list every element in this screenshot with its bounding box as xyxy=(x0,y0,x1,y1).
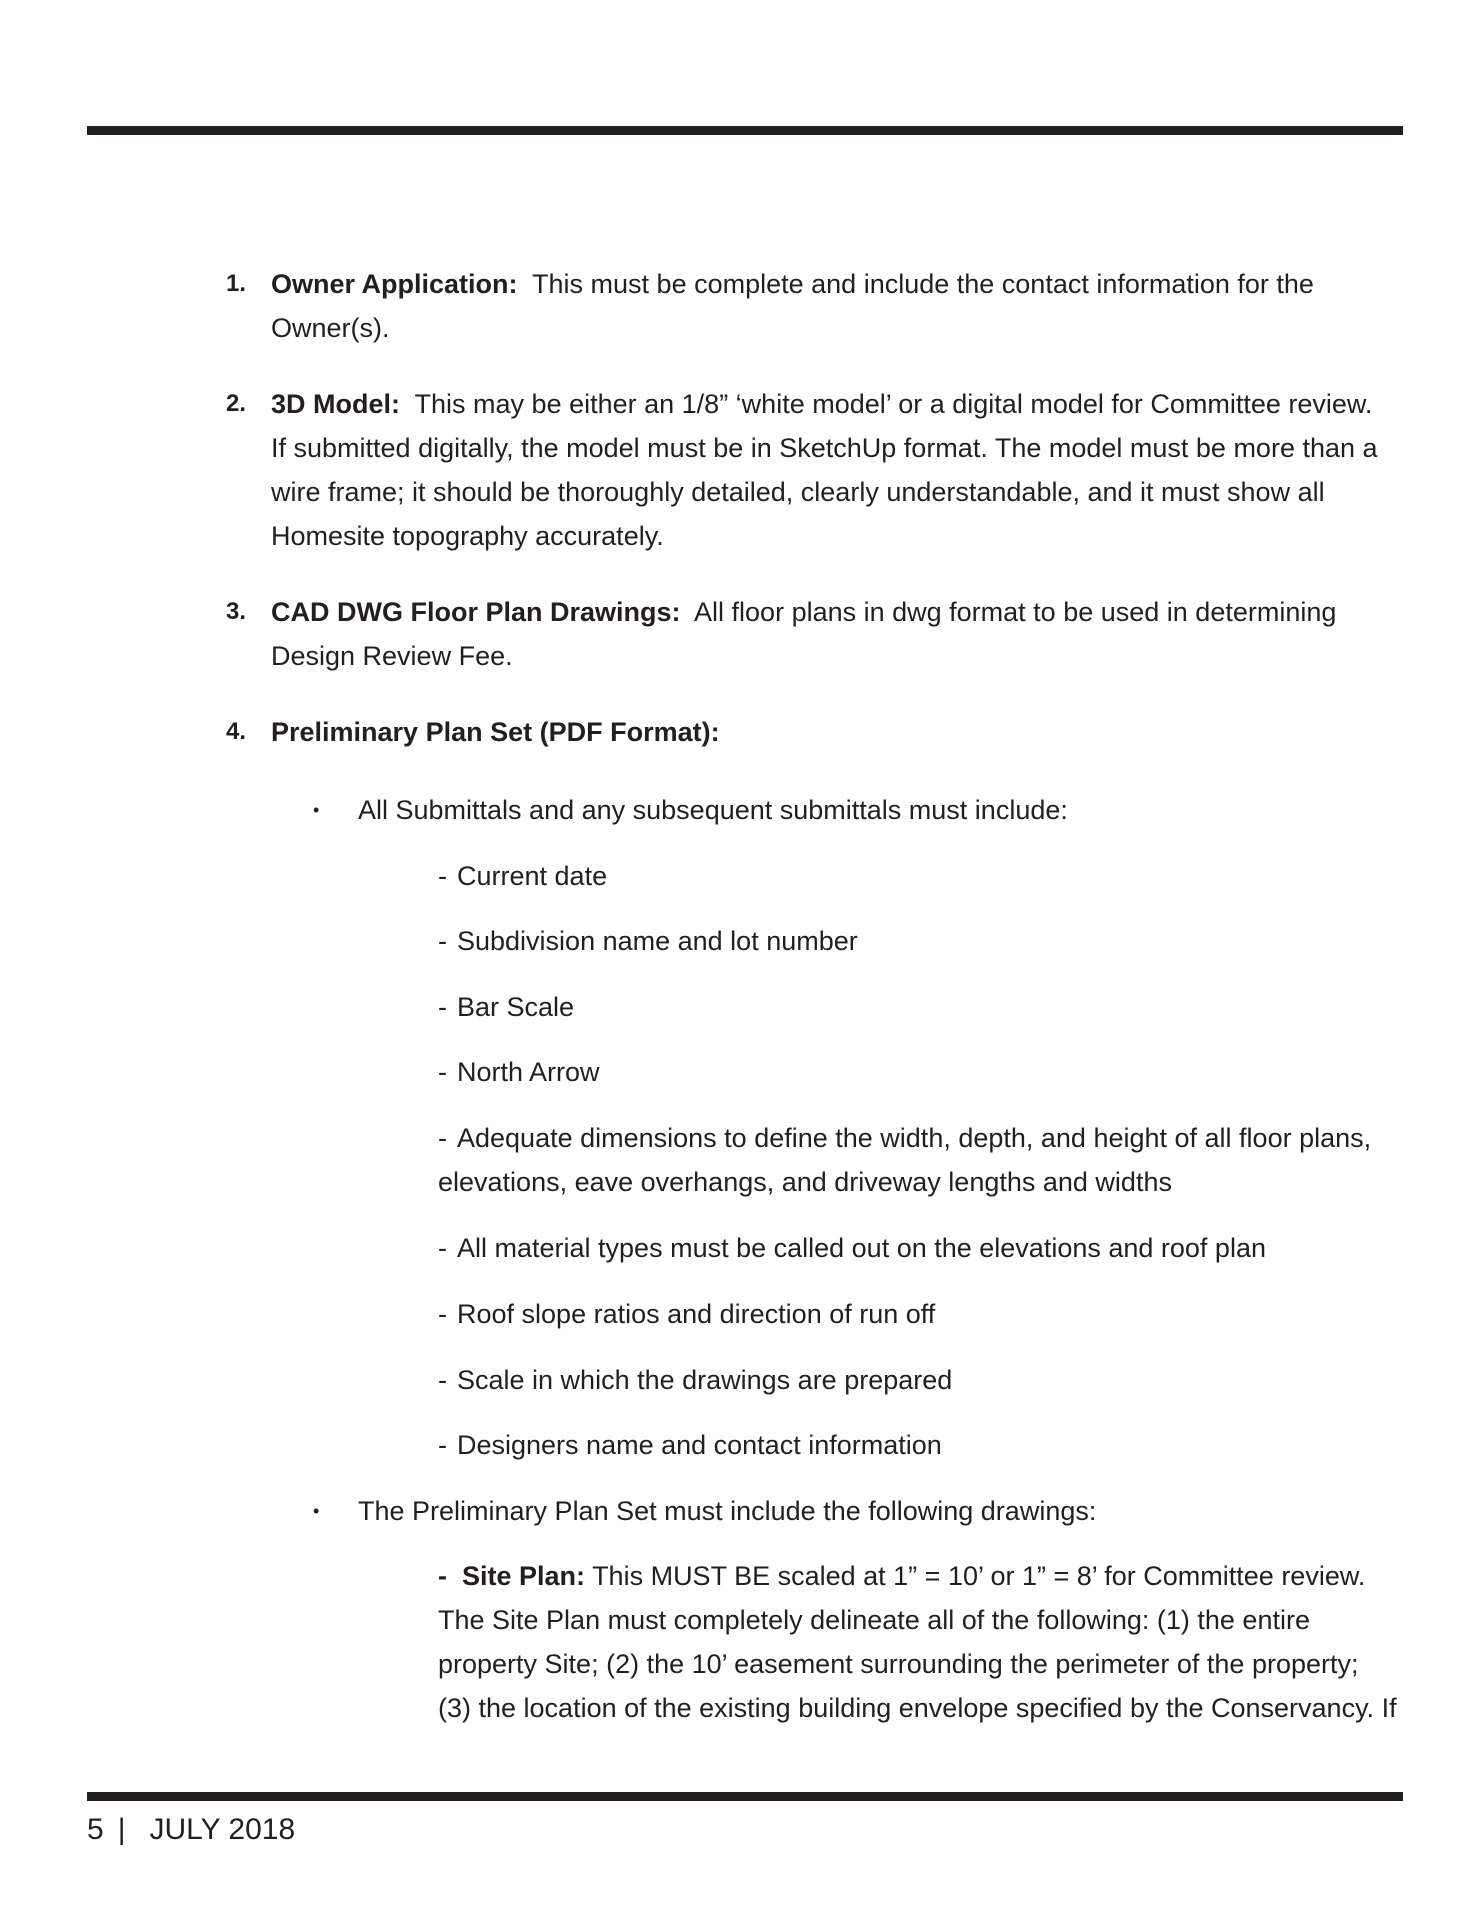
item-title: 3D Model: xyxy=(271,389,401,419)
item-title: Preliminary Plan Set (PDF Format): xyxy=(271,717,720,747)
site-plan-text: This MUST BE scaled at 1” = 10’ or 1” = 8’ for Committee review. The Site Plan must completely delineate all of the following: (1) the entire property Site; (2) the 10’ easement surrounding the perimeter of the property; (3) the location of the existing building envelope specified by the Conservancy. If xyxy=(438,1561,1397,1723)
page-number: 5 xyxy=(87,1813,104,1846)
dash: - xyxy=(438,1299,447,1329)
dash: - xyxy=(438,1123,447,1153)
dash: - xyxy=(438,1365,447,1395)
submittal-item-subdivision xyxy=(438,919,1398,963)
item-number: 1. xyxy=(226,270,247,297)
submittal-text: Bar Scale xyxy=(457,992,575,1022)
dash: - xyxy=(438,1430,447,1460)
dash: - xyxy=(438,861,447,891)
page-footer xyxy=(87,1810,295,1850)
bullet-symbol: • xyxy=(313,1501,320,1521)
site-plan-title: Site Plan: xyxy=(462,1561,586,1591)
item-number: 4. xyxy=(226,718,247,745)
bullet-text: All Submittals and any subsequent submittals must include: xyxy=(358,795,1068,825)
footer-separator: | xyxy=(117,1813,126,1846)
submittal-item-north-arrow xyxy=(438,1050,1398,1094)
bottom-rule xyxy=(87,1792,1403,1801)
submittal-text: Scale in which the drawings are prepared xyxy=(457,1365,953,1395)
top-rule xyxy=(87,126,1403,135)
bullet-symbol: • xyxy=(313,800,320,820)
submittal-text: Roof slope ratios and direction of run off xyxy=(457,1299,936,1329)
dash: - xyxy=(438,1561,447,1591)
submittal-text: North Arrow xyxy=(457,1057,600,1087)
item-text: All floor plans in dwg format to be used in determining Design Review Fee. xyxy=(271,597,1337,671)
submittal-text: Designers name and contact information xyxy=(457,1430,942,1460)
item-title: CAD DWG Floor Plan Drawings: xyxy=(271,597,681,627)
dash: - xyxy=(438,1057,447,1087)
submittal-text: Subdivision name and lot number xyxy=(457,926,858,956)
submittal-item-current-date xyxy=(438,854,1398,898)
submittal-text: Current date xyxy=(457,861,608,891)
submittal-item-material-types xyxy=(438,1226,1398,1270)
site-plan-paragraph xyxy=(438,1554,1398,1730)
item-number: 3. xyxy=(226,598,247,625)
submittal-item-designers xyxy=(438,1423,1398,1467)
item-text: This may be either an 1/8” ‘white model’ or a digital model for Committee review. If submitted digitally, the model must be in SketchUp format. The model must be more than a wire frame; it should be thoroughly detailed, clearly understandable, and it must show all Homesite topography accurately. xyxy=(271,389,1378,551)
submittal-item-dimensions xyxy=(438,1116,1398,1204)
submittal-text: All material types must be called out on the elevations and roof plan xyxy=(457,1233,1266,1263)
submittal-text: Adequate dimensions to define the width, depth, and height of all floor plans, elevations, eave overhangs, and driveway lengths and widths xyxy=(438,1123,1372,1197)
item-title: Owner Application: xyxy=(271,269,518,299)
submittal-item-scale xyxy=(438,1358,1398,1402)
item-number: 2. xyxy=(226,390,247,417)
submittal-item-bar-scale xyxy=(438,985,1398,1029)
bullet-text: The Preliminary Plan Set must include the following drawings: xyxy=(358,1496,1097,1526)
list-item-cad-dwg xyxy=(226,590,1386,678)
list-item-3d-model xyxy=(226,382,1386,558)
dash: - xyxy=(438,1233,447,1263)
footer-date: JULY 2018 xyxy=(149,1813,296,1846)
bullet-plan-set-drawings xyxy=(313,1489,1393,1533)
list-item-preliminary-plan-set xyxy=(226,710,1386,754)
submittal-item-roof-slope xyxy=(438,1292,1398,1336)
dash: - xyxy=(438,926,447,956)
list-item-owner-application xyxy=(226,262,1386,350)
dash: - xyxy=(438,992,447,1022)
item-text: This must be complete and include the contact information for the Owner(s). xyxy=(271,269,1314,343)
bullet-all-submittals xyxy=(313,788,1393,832)
